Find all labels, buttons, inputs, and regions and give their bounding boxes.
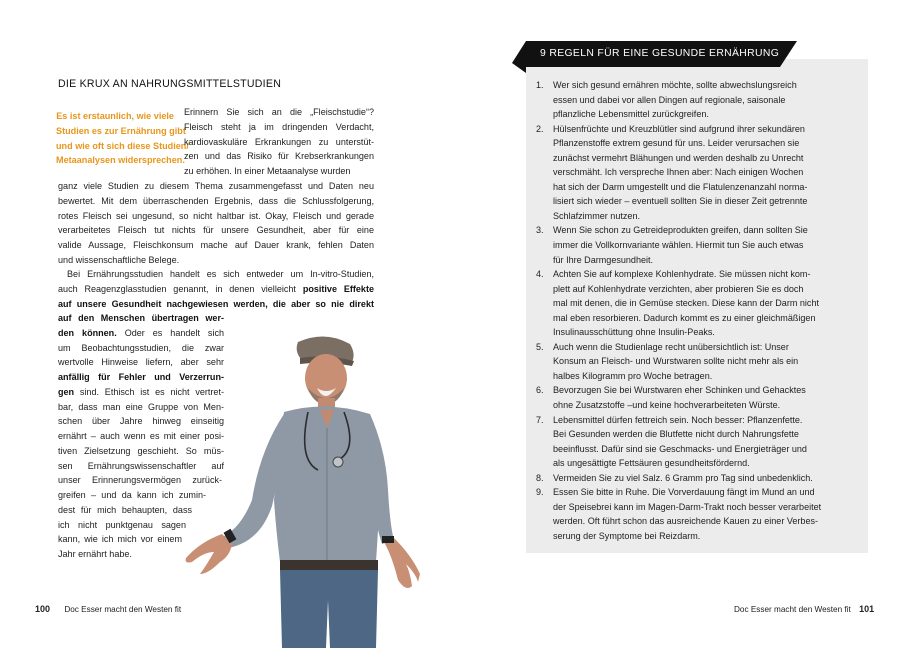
running-footer: Doc Esser macht den Westen fit [64,605,182,614]
rule-line: für Ihre Darmgesundheit. [553,254,654,265]
text-line: verarbeitetes Fleisch tut nichts für unsere Gesundheit, aber für eine [58,225,374,236]
rule-line: verschmäht. Ich verspreche Ihnen aber: Nach einigen Wochen [553,167,804,178]
text-line [58,282,374,297]
text-line: Bei Ernährungsstudien handelt es sich entweder um In-vitro-Studien, [67,269,374,279]
rule-number: 8. [536,472,544,483]
pullquote [56,109,189,168]
rule-line: Bei Gesunden werden die Blutfette nicht durch Nahrungsfette [553,429,799,440]
rule-number: 7. [536,414,544,425]
text-line: unser Erinnerungsvermögen zurück- [58,475,222,486]
rule-item [536,471,840,486]
rule-line: Schlafzimmer nutzen. [553,210,640,221]
bold-run: positive Effekte [302,283,374,294]
rule-item [536,223,840,267]
paragraph-2-top [58,267,374,311]
text-line: ich nicht punktgenau sagen [58,519,186,530]
rule-number: 9. [536,487,544,498]
page-number: 101 [859,604,875,614]
text-line: und wissenschaftliche Belege. [58,254,180,265]
text-run: auch Reagenzglasstudien genannt, in denen vielleicht [58,283,296,294]
rule-line: ohne Zusatzstoffe –und keine hochverarbeiteten Würste. [553,400,781,411]
rule-line: pflanzliche Lebensmittel zurückgreifen. [553,109,709,120]
bold-run: auf den Menschen übertragen wer- [58,313,224,323]
text-line: bar, dass man eine Gruppe von Men- [58,401,224,412]
text-line: Fleisch steht ja im dringenden Verdacht, [184,121,374,132]
rule-item [536,78,840,122]
rule-item [536,122,840,224]
rule-line: halbes Kilogramm pro Woche betragen. [553,370,713,381]
rule-number: 6. [536,385,544,396]
rule-line: Insulinausschüttung ohne Insulin-Peaks. [553,327,715,338]
text-line: schen über Jahre hinweg einseitig [58,416,224,427]
pullquote-line: Metaanalysen widersprechen. [56,155,185,166]
text-line: kann, wie ich mich vor einem [58,534,182,545]
text-line: ganz viele Studien zu diesem Thema zusammengefasst und Daten neu [58,181,374,191]
rule-line: mal mit denen, die in Gemüse stecken. Diese kann der Darm nicht [553,298,819,309]
rule-line: Wenn Sie schon zu Getreideprodukten greifen, dann sollten Sie [553,225,808,236]
footer-right [734,604,874,614]
rule-line: plett auf Kohlenhydrate verzichten, aber probieren Sie es doch [553,283,804,294]
rule-number: 4. [536,269,544,280]
box-title: 9 REGELN FÜR EINE GESUNDE ERNÄHRUNG [540,48,780,59]
text-run: Oder es handelt sich [124,327,224,338]
text-line: valide Aussage, Fleischkonsum mache auf Dauer krank, fehlen Daten [58,240,374,250]
text-line: wertvolle Hinweise liefern, aber sehr [58,357,224,368]
rule-item [536,340,840,384]
rule-item [536,267,840,340]
text-line: dest für mich behaupten, dass [58,504,192,515]
running-footer: Doc Esser macht den Westen fit [734,605,851,614]
text-line: Jahr ernährt habe. [58,549,132,559]
rule-line: hat sich der Darm umgestellt und die Flatulenzenanzahl norma- [553,181,808,192]
rule-line: lisiert sich wieder – eventuell sollten Sie in dieser Zeit getrennte [553,196,808,207]
bold-run: auf unsere Gesundheit nachgewiesen werden, die aber so nie direkt [58,298,374,309]
rule-line: Vermeiden Sie zu viel Salz. 6 Gramm pro Tag sind unbedenklich. [553,472,813,483]
bold-run: anfällig für Fehler und Verzerrun- [58,372,224,382]
pullquote-line: Studien es zur Ernährung gibt [56,125,186,136]
rule-item [536,413,840,471]
rule-line: Auch wenn die Studienlage recht unübersichtlich ist: Unser [553,341,789,352]
text-line: zu erhöhen. In einer Metaanalyse wurden [184,166,351,176]
bold-run: den können. [58,327,117,338]
text-line: um Beobachtungsstudien, die zwar [58,342,224,353]
text-line: bewertet. Mit dem überraschenden Ergebnis, dass die Schlussfolgerung, [58,195,374,206]
rule-line: Pflanzenstoffe extrem gesund für uns. Leider verursachen sie [553,138,800,149]
rule-line: werden. Oft führt schon das ausreichende Kauen zu einer Verbes- [553,516,819,527]
paragraph-1-body [58,179,374,268]
text-line [58,311,224,326]
rule-line: als ungesättigte Fettsäuren gesundheitsfördernd. [553,458,750,469]
rule-line: Hülsenfrüchte und Kreuzblütler sind aufgrund ihrer sekundären [553,123,805,134]
rule-line: serung der Symptome bei Reizdarm. [553,530,701,541]
pullquote-line: Es ist erstaunlich, wie viele [56,111,174,121]
rule-number: 3. [536,225,544,236]
rules-list [536,78,840,544]
rule-line: Achten Sie auf komplexe Kohlenhydrate. Sie müssen nicht kom- [553,269,811,280]
text-line: greifen – und da kann ich zumin- [58,490,206,500]
pullquote-line: und wie oft sich diese Studien/ [56,140,189,151]
text-line [58,297,374,312]
rule-line: immer die Vollkornvariante wählen. Hiermit tun Sie auch etwas [553,240,804,251]
rule-number: 1. [536,80,544,90]
rule-line: Wer sich gesund ernähren möchte, sollte abwechslungsreich [553,80,797,90]
footer-left [35,604,181,614]
text-line: zen und das Risiko für Krebserkrankungen [184,151,374,162]
text-line: kardiovaskuläre Erkrankungen zu unterstüt- [184,136,374,147]
rule-line: mal eben resorbieren. Dadurch kommt es zu einer gleichmäßigen [553,312,816,323]
rule-line: Konsum an Fleisch- und Wurstwaren sollte nicht mehr als ein [553,356,799,367]
text-line: tiven Zielsetzung geschieht. So müs- [58,445,224,456]
doctor-photo [180,330,420,648]
rule-line: Bevorzugen Sie bei Wurstwaren eher Schinken und Gehacktes [553,385,806,396]
rule-line: zunächst vermehrt Blähungen und werden deshalb zu Unrecht [553,152,804,163]
text-line: rotes Fleisch sei ungesund, so nicht haltbar ist. Okay, Fleisch und gerade [58,210,374,221]
rule-number: 2. [536,123,544,134]
page-number: 100 [35,604,51,614]
rule-line: der Speisebrei kann im Magen-Darm-Trakt noch besser verarbeitet [553,501,822,512]
rule-line: beeinflusst. Dafür sind sie Geschmacks- und Energieträger und [553,443,807,454]
section-title: DIE KRUX AN NAHRUNGSMITTELSTUDIEN [58,78,282,90]
rule-line: Essen Sie bitte in Ruhe. Die Vorverdauung fängt im Mund an und [553,487,815,498]
text-run: sind. Ethisch ist es nicht vertret- [79,386,224,397]
rule-line: essen und dabei vor allen Dingen auf regionale, saisonale [553,94,786,105]
rule-number: 5. [536,341,544,352]
text-line: sen Ernährungswissenschaftler auf [58,460,224,471]
rule-line: Lebensmittel dürfen fettreich sein. Noch besser: Pflanzenfette. [553,414,803,425]
bold-run: gen [58,386,75,397]
text-line: ernährt – auch wenn es mit einer posi- [58,431,224,441]
paragraph-1-intro [184,105,374,179]
text-line: Erinnern Sie sich an die „Fleischstudie“? [184,107,374,117]
rule-item [536,383,840,412]
rule-item [536,485,840,543]
